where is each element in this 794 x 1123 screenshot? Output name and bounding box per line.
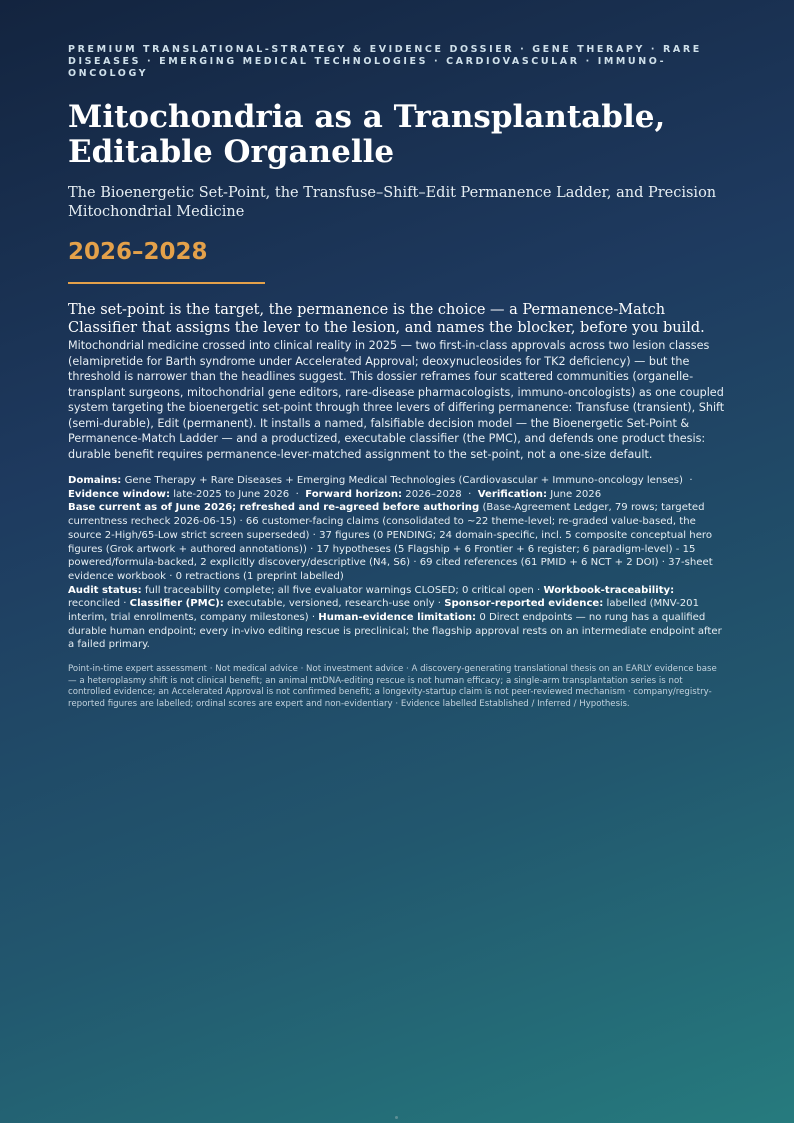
base-label: Base current as of June 2026; refreshed and re-agreed before authoring	[68, 502, 480, 514]
abstract-body: Mitochondrial medicine crossed into clinical reality in 2025 — two first-in-class approvals across two lesion classes (elamipretide for Barth syndrome under Accelerated Approval; deoxynucleosides for TK2 deficiency) — but the threshold is narrower than the headlines suggest. This dossier reframes four scattered communities (organelle-transplant surgeons, mitochondrial gene editors, rare-disease pharmacologists, immuno-oncologists) as one coupled system targeting the bioenergetic set-point through three levers of differing permanence: Transfuse (transient), Shift (semi-durable), Edit (permanent). It installs a named, falsifiable decision model — the Bioenergetic Set-Point & Permanence-Match Ladder — and a productized, executable classifier (the PMC), and defends one product thesis: durable benefit requires permanence-lever-matched assignment to the set-point, not a one-size default.	[68, 339, 725, 461]
classifier-value: executable, versioned, research-use only ·	[226, 598, 441, 610]
horizon-label: Forward horizon:	[305, 488, 403, 500]
horizon-value: 2026–2028	[405, 488, 462, 500]
workbook-value: reconciled ·	[68, 598, 127, 610]
audit-label: Audit status:	[68, 584, 142, 596]
human-evidence-label: Human-evidence limitation:	[318, 612, 477, 624]
base-value: (Base-Agreement Ledger, 79 rows; targeted currentness recheck 2026-06-15) · 66 customer-facing claims (consolidated to ~22 theme-level; re-graded value-based, the source 2-High/65-Low strict screen superseded) · 37 figures (0 PENDING; 24 domain-specific, incl. 5 composite conceptual hero figures (Grok artwork + authored annotations)) · 17 hypotheses (5 Flagship + 6 Frontier + 6 register; 6 paradigm-level) - 15 powered/formula-backed, 2 explicitly discovery/descriptive (N4, S6) · 69 cited references (61 PMID + 6 NCT + 2 DOI) · 37-sheet evidence workbook · 0 retractions (1 preprint labelled)	[68, 502, 713, 582]
domains-value: Gene Therapy + Rare Diseases + Emerging Medical Technologies (Cardiovascular + Immuno-oncology lenses)	[124, 475, 683, 486]
kicker: PREMIUM TRANSLATIONAL-STRATEGY & EVIDENCE DOSSIER · GENE THERAPY · RARE DISEASES · EMERGING MEDICAL TECHNOLOGIES · CARDIOVASCULAR · IMMUNO-ONCOLOGY	[68, 44, 702, 79]
footer-marker	[395, 1116, 398, 1119]
meta-line-base	[68, 501, 728, 583]
dossier-metadata	[68, 474, 728, 652]
verification-value: June 2026	[550, 488, 602, 500]
page-subtitle: The Bioenergetic Set-Point, the Transfuse–Shift–Edit Permanence Ladder, and Precision Mitochondrial Medicine	[68, 185, 717, 220]
cover-page	[68, 44, 728, 710]
disclaimer: Point-in-time expert assessment · Not medical advice · Not investment advice · A discovery-generating translational thesis on an EARLY evidence base — a heteroplasmy shift is not clinical benefit; an animal mtDNA-editing rescue is not human efficacy; a single-arm transplantation series is not controlled evidence; an Accelerated Approval is not confirmed benefit; a longevity-startup claim is not peer-reviewed mechanism · company/registry-reported figures are labelled; ordinal scores are expert and non-evidentiary · Evidence labelled Established / Inferred / Hypothesis.	[68, 664, 717, 709]
window-label: Evidence window:	[68, 488, 171, 500]
sponsor-value: labelled (MNV-201 interim, trial enrollments, company milestones) ·	[68, 598, 699, 624]
domains-label: Domains:	[68, 475, 122, 486]
lede: The set-point is the target, the permanence is the choice — a Permanence-Match Classifier that assigns the lever to the lesion, and names the blocker, before you build.	[68, 302, 705, 336]
window-value: late-2025 to June 2026	[173, 488, 290, 500]
meta-line-domains: Domains: Gene Therapy + Rare Diseases + Emerging Medical Technologies (Cardiovascular + Immuno-oncology lenses) · Evidence window: late-2025 to June 2026 · Forward horizon: 2026–2028 · Verification: June 2026	[68, 475, 693, 500]
meta-line-audit	[68, 584, 728, 653]
page-title: Mitochondria as a Transplantable, Editable Organelle	[68, 99, 666, 170]
human-evidence-value: 0 Direct endpoints — no rung has a qualified durable human endpoint; every in-vivo editing rescue is preclinical; the flagship approval rests on an intermediate endpoint after a failed primary.	[68, 612, 722, 651]
sponsor-label: Sponsor-reported evidence:	[444, 598, 604, 610]
classifier-label: Classifier (PMC):	[129, 598, 224, 610]
verification-label: Verification:	[477, 488, 548, 500]
audit-value: full traceability complete; all five evaluator warnings CLOSED; 0 critical open ·	[144, 584, 541, 596]
workbook-label: Workbook-traceability:	[543, 584, 675, 596]
year-range: 2026–2028	[68, 239, 208, 265]
accent-rule	[68, 282, 265, 284]
